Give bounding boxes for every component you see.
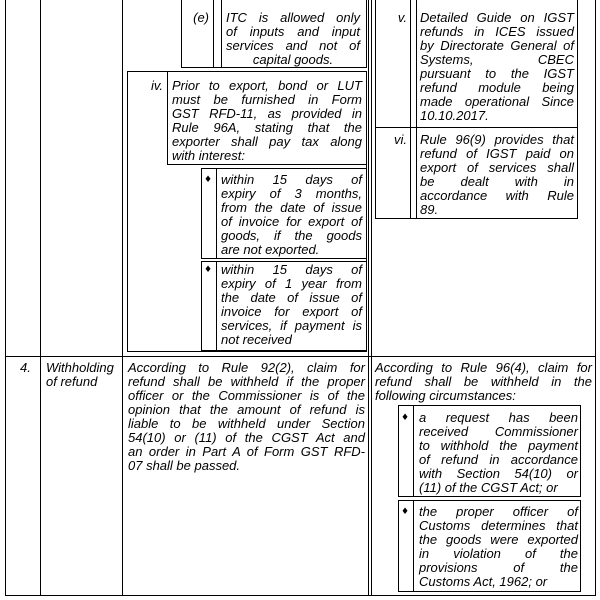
text-line: According to Rule 92(2), claim for	[128, 360, 365, 375]
text-line: of inputs and input	[226, 24, 360, 39]
text-line: Systems, CBEC	[420, 52, 574, 67]
row-4-right-text	[375, 361, 592, 403]
table-right-border	[595, 0, 596, 596]
text-line: within 15 days of	[221, 172, 362, 187]
bullet-divider	[413, 405, 414, 496]
content-column-divider	[368, 0, 369, 596]
text-line: by Directorate General of	[420, 38, 574, 53]
text-line: Customs determines that	[419, 518, 578, 533]
text-line: services and not of	[226, 38, 360, 53]
text-line: According to Rule 96(4), claim for	[375, 360, 592, 375]
sr-no-column-divider	[40, 0, 41, 596]
text-line: an order in Part A of Form GST RFD-	[128, 444, 365, 459]
text-line: 10.10.2017.	[420, 108, 489, 123]
text-line: refund shall be withheld if the proper	[128, 374, 365, 389]
text-line: of refund	[46, 374, 98, 389]
text-line: with Section 54(10) or	[419, 466, 578, 481]
text-line: services, if payment is	[221, 318, 362, 333]
text-line: liable to be withheld under Section	[128, 416, 365, 431]
text-line: the proper officer of	[419, 504, 578, 519]
bullet-text	[221, 173, 362, 257]
text-line: Rule 96A, stating that the	[172, 120, 362, 135]
text-line: ITC is allowed only	[226, 10, 360, 25]
text-line: be dealt with in	[420, 174, 574, 189]
text-line: expiry of 3 months,	[221, 186, 362, 201]
text-line: Withholding	[46, 360, 114, 375]
text-line: refunds in ICES issued	[420, 24, 574, 39]
text-line: Rule 96(9) provides that	[420, 132, 574, 147]
topic-column-divider	[122, 0, 123, 596]
text-line: the goods were exported	[419, 532, 578, 547]
text-line: within 15 days of	[221, 262, 362, 277]
text-line: (11) of the CGST Act; or	[419, 480, 558, 495]
item-e-text-divider	[221, 0, 222, 67]
text-line: from the date of issue	[221, 200, 362, 215]
diamond-bullet-icon: ♦	[400, 507, 410, 517]
text-line: accordance with Rule	[420, 188, 574, 203]
text-line: received Commissioner	[419, 424, 578, 439]
text-line: 07 shall be passed.	[128, 458, 241, 473]
text-line: refund shall be withheld in the	[375, 374, 592, 389]
text-line: not received	[221, 332, 292, 347]
item-v-text-divider	[416, 0, 417, 127]
text-line: a request has been	[419, 410, 578, 425]
text-line: to withhold the payment	[419, 438, 578, 453]
text-line: invoice for export of	[221, 304, 362, 319]
bullet-divider	[413, 500, 414, 591]
text-line: of refund in accordance	[419, 452, 578, 467]
table-left-border	[5, 0, 6, 596]
text-line: the date of issue of	[221, 290, 362, 305]
item-e-text	[226, 11, 360, 67]
bullet-divider	[216, 168, 217, 258]
text-line: must be furnished in Form	[172, 92, 362, 107]
row-topic	[46, 361, 120, 389]
text-line: 89.	[420, 202, 439, 217]
text-line: GST RFD-11, as provided in	[172, 106, 362, 121]
text-line: expiry of 1 year from	[221, 276, 362, 291]
row-serial-number: 4.	[20, 360, 31, 375]
item-label: v.	[397, 10, 407, 25]
item-label: vi.	[394, 132, 407, 147]
text-line: made operational Since	[420, 94, 574, 109]
item-label: (e)	[193, 10, 209, 25]
bullet-text	[419, 411, 578, 495]
item-vi-label-divider	[410, 127, 411, 218]
text-line: pursuant to the IGST	[420, 66, 574, 81]
diamond-bullet-icon: ♦	[203, 175, 213, 185]
table-bottom-border	[5, 595, 596, 596]
bullet-divider	[216, 261, 217, 350]
item-iv-text	[172, 79, 362, 163]
text-line: 54(10) or (11) of the CGST Act and	[128, 430, 365, 445]
text-line: export of services shall	[420, 160, 574, 175]
item-e-label-divider	[213, 0, 214, 67]
text-line: provisions of the	[419, 560, 578, 575]
item-iv-label-divider	[167, 71, 168, 164]
item-vi-text	[420, 133, 574, 217]
text-line: Customs Act, 1962; or	[419, 574, 548, 589]
text-line: exporter shall pay tax along	[172, 134, 362, 149]
text-line: capital goods.	[252, 52, 334, 67]
text-line: are not exported.	[221, 242, 320, 257]
text-line: following circumstances:	[375, 388, 516, 403]
row-4-left-text	[128, 361, 365, 473]
text-line: Prior to export, bond or LUT	[172, 78, 362, 93]
text-line: refund module being	[420, 80, 574, 95]
text-line: opinion that the amount of refund is	[128, 402, 365, 417]
item-v-label-divider	[410, 0, 411, 127]
item-vi-text-divider	[416, 127, 417, 218]
item-label: iv.	[150, 78, 163, 93]
row-divider	[5, 356, 596, 357]
bullet-text	[419, 505, 578, 589]
text-line: officer or the Commissioner is of the	[128, 388, 365, 403]
text-line: Detailed Guide on IGST	[420, 10, 574, 25]
text-line: with interest:	[172, 148, 245, 163]
item-iv-text-rule	[167, 164, 367, 165]
text-line: of invoice for export of	[221, 214, 362, 229]
item-v-text	[420, 11, 574, 123]
text-line: goods, if the goods	[221, 228, 362, 243]
diamond-bullet-icon: ♦	[203, 265, 213, 275]
content-column-divider-inner	[371, 0, 372, 596]
text-line: refund of IGST paid on	[420, 146, 574, 161]
bullet-text	[221, 263, 362, 347]
diamond-bullet-icon: ♦	[400, 413, 410, 423]
text-line: in violation of the	[419, 546, 578, 561]
